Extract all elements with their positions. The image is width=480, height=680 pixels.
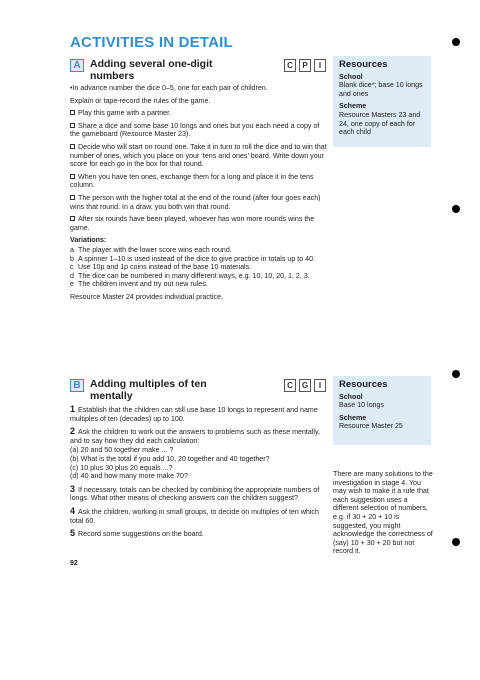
step: When you have ten ones, exchange them for a long and place it in the tens column. xyxy=(70,172,314,190)
scheme-text: Resource Master 25 xyxy=(339,422,403,431)
page-number: 92 xyxy=(70,560,78,567)
binder-hole-icon xyxy=(452,205,460,213)
variation-item: e The children invent and try out new rules. xyxy=(70,280,208,289)
page-heading: ACTIVITIES IN DETAIL xyxy=(70,34,233,51)
step: The person with the higher total at the end of the round (after four goes each) wins that round. In a draw, you both win that round. xyxy=(70,193,321,211)
section-b-letter: B xyxy=(70,379,84,392)
checkbox-icon xyxy=(70,174,75,179)
section-a-title: Adding several one-digit numbers xyxy=(90,58,213,82)
variation-item: b A spinner 1–10 is used instead of the dice to give practice in totals up to 40. xyxy=(70,254,316,263)
badge-p: P xyxy=(299,59,311,72)
resources-panel-a xyxy=(333,56,431,147)
section-a-badges xyxy=(284,59,326,72)
teacher-note: There are many solutions to the investigation in stage 4. You may wish to make it a rule that each suggestion uses a different selection of numbers, e.g. if 30 + 20 + 10 is suggested, you might acknowledge the correctness of (say) 10 + 30 + 20 but not record it. xyxy=(333,470,433,556)
variation-item: c Use 10p and 1p coins instead of the base 10 materials. xyxy=(70,263,252,272)
section-b-badges xyxy=(284,379,326,392)
section-b xyxy=(70,378,328,543)
binder-hole-icon xyxy=(452,538,460,546)
question-item: (b) What is the total if you add 10, 20 together and 40 together? xyxy=(70,454,270,463)
step: Decide who will start on round one. Take it in turn to roll the dice and to win that number of ones, which you place on your ‘tens and ones’ board. Write down your score for each go in the box for that round. xyxy=(70,142,327,169)
checkbox-icon xyxy=(70,216,75,221)
section-a-footer: Resource Master 24 provides individual practice. xyxy=(70,292,223,301)
school-label: School xyxy=(339,72,363,81)
numbered-item: 4 Ask the children, working in small groups, to decide on multiples of ten which total 60. xyxy=(70,505,319,525)
resources-panel-b xyxy=(333,376,431,445)
section-a-explain: Explain or tape-record the rules of the game. xyxy=(70,96,211,105)
binder-hole-icon xyxy=(452,370,460,378)
question-item: (d) 40 and how many more make 70? xyxy=(70,472,188,481)
step: Share a dice and some base 10 longs and ones but you each need a copy of the gameboard (Resource Master 23). xyxy=(70,121,320,139)
checkbox-icon xyxy=(70,123,75,128)
variation-item: a The player with the lower score wins each round. xyxy=(70,245,232,254)
question-item: (a) 20 and 50 together make ... ? xyxy=(70,446,174,455)
section-a-header xyxy=(70,58,328,82)
section-a xyxy=(70,58,328,305)
resources-title: Resources xyxy=(339,379,388,390)
section-b-title: Adding multiples of ten mentally xyxy=(90,378,207,402)
resources-title: Resources xyxy=(339,59,388,70)
badge-c: C xyxy=(284,59,296,72)
badge-i: I xyxy=(314,59,326,72)
school-text: Blank dice*; base 10 longs and ones xyxy=(339,81,423,98)
scheme-text: Resource Masters 23 and 24, one copy of each for each child xyxy=(339,110,421,137)
checkbox-icon xyxy=(70,144,75,149)
section-a-letter: A xyxy=(70,59,84,72)
step: After six rounds have been played, whoever has won more rounds wins the game. xyxy=(70,215,315,232)
checkbox-icon xyxy=(70,110,75,115)
section-b-header xyxy=(70,378,328,402)
badge-i: I xyxy=(314,379,326,392)
school-text: Base 10 longs xyxy=(339,401,384,410)
variation-item: d The dice can be numbered in many different ways, e.g. 10, 10, 20, 1, 2, 3. xyxy=(70,271,310,280)
variations-title: Variations: xyxy=(70,236,107,245)
checkbox-icon xyxy=(70,195,75,200)
numbered-item: 5 Record some suggestions on the board. xyxy=(70,528,204,539)
question-item: (c) 10 plus 30 plus 20 equals ...? xyxy=(70,463,173,472)
scheme-label: Scheme xyxy=(339,413,367,422)
step: Play this game with a partner. xyxy=(70,109,328,118)
numbered-item: 2 Ask the children to work out the answers to problems such as these mentally, and to say how they did each calculation: xyxy=(70,426,320,445)
section-a-intro: •In advance number the dice 0–5, one for each pair of children. xyxy=(70,84,268,92)
badge-c: C xyxy=(284,379,296,392)
numbered-item: 3 If necessary, totals can be checked by combining the appropriate numbers of longs. What other means of checking answers can the children suggest? xyxy=(70,483,320,503)
scheme-label: Scheme xyxy=(339,102,367,111)
binder-hole-icon xyxy=(452,38,460,46)
badge-g: G xyxy=(299,379,311,392)
numbered-item: 1 Establish that the children can still use base 10 longs to represent and name multiples of ten (decades) up to 100. xyxy=(70,404,318,423)
school-label: School xyxy=(339,392,363,401)
